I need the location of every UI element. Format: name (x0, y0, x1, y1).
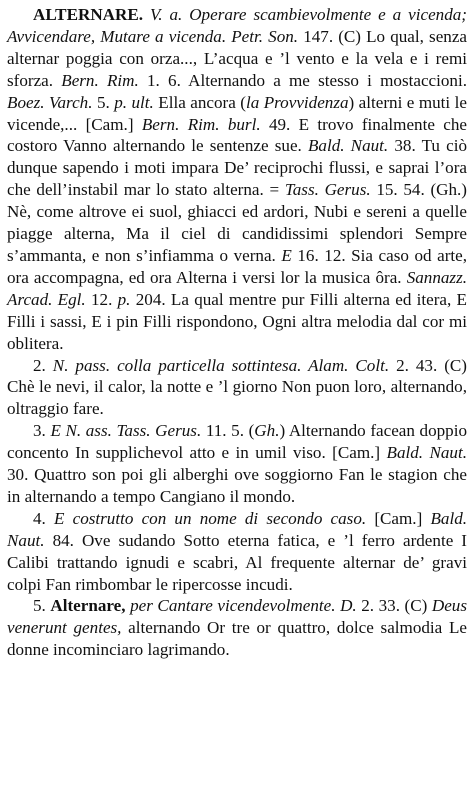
body-text: 84. Ove sudando Sotto eterna fatica, e ’l ferro ardente I Calibi trattando ignudi e scabri, Al frequente alternar de’ gravi colpi Fan rimbombar le ripercosse incudi. (7, 530, 468, 594)
entry-paragraph-sense-2 (7, 355, 467, 421)
entry-paragraph-sense-3 (7, 420, 467, 508)
entry-paragraph-sense-5 (7, 595, 467, 661)
body-text: ) alterni e muti le vicende,... [Cam.] (7, 92, 467, 134)
body-text: 3. (33, 421, 51, 441)
body-text: 5. (96, 92, 115, 112)
body-text: 11. 5. ( (205, 421, 255, 441)
italic-text: Tass. Gerus. (284, 180, 377, 200)
body-text: 204. La qual mentre pur Filli alterna ed itera, E Filli i sassi, E i pin Filli rispondono, Ogni altra melodia dal cor mi oblitera. (7, 289, 468, 353)
italic-text: p. (117, 289, 136, 309)
dictionary-entry-alternare (7, 4, 467, 661)
body-text: 38. Tu ciò dunque sapendo i moti impara De’ reciprochi flussi, e saprai l’ora che dell’instabil mar lo stato alterna. = (7, 136, 467, 200)
headword: ALTERNARE. (33, 5, 150, 24)
italic-text: p. ult. (114, 92, 159, 112)
body-text: 12. (90, 289, 118, 309)
body-text: [Cam.] (374, 508, 431, 528)
italic-text: Bern. Rim. (61, 70, 147, 90)
body-text: 1. 6. Alternando a me stesso i mostaccioni. (146, 70, 467, 90)
body-text: ) Alternando facean doppio concento In supplichevol atto e in umil viso. [Cam.] (7, 421, 468, 463)
italic-text: Bald. Naut. (386, 443, 467, 463)
body-text: 5. (33, 596, 51, 616)
body-text: alternando Or tre or quattro, dolce salmodia Le donne incominciaro lagrimando. (7, 618, 468, 660)
italic-text: Gh. (254, 421, 280, 441)
body-text: 49. E trovo finalmente che costoro Vanno alternando le sentenze sue. (7, 114, 467, 156)
headword: Alternare, (50, 596, 131, 616)
italic-text: Bald. Naut. (7, 508, 468, 550)
body-text: 147. (C) Lo qual, senza alternar poggia con orza..., L’acqua e ’l vento e la vela e i remi sforza. (7, 26, 467, 90)
italic-text: E N. ass. Tass. Gerus. (50, 421, 206, 441)
italic-text: V. a. Operare scambievolmente e a vicenda; Avvicendare, Mutare a vicenda. Petr. Son. (7, 5, 467, 46)
body-text: Ella ancora ( (158, 92, 246, 112)
italic-text: Bern. Rim. burl. (141, 114, 269, 134)
entry-paragraph-main (7, 4, 467, 355)
body-text: 4. (33, 508, 54, 528)
italic-text: E costrutto con un nome di secondo caso. (54, 508, 375, 528)
italic-text: N. pass. colla particella sottintesa. Alam. Colt. (52, 355, 397, 375)
body-text: 16. 12. Sia caso od arte, ora accompagna, ed ora Alterna i versi lor la musica ôra. (7, 245, 467, 287)
italic-text: la Provvidenza (245, 92, 349, 112)
body-text: 2. 33. (C) (361, 596, 432, 616)
italic-text: E (281, 245, 298, 265)
entry-paragraph-sense-4 (7, 508, 467, 596)
body-text: 30. Quattro son poi gli alberghi ove soggiorno Fan le stagion che in alternando a tempo Cangiano il mondo. (7, 465, 467, 506)
italic-text: Bald. Naut. (307, 136, 395, 156)
italic-text: Deus venerunt gentes, (7, 596, 467, 638)
italic-text: Boez. Varch. (7, 92, 97, 112)
italic-text: per Cantare vicendevolmente. D. (130, 596, 362, 616)
body-text: 2. (33, 355, 53, 375)
body-text: 2. 43. (C) Chè le nevi, il calor, la notte e ’l giorno Non puon loro, alternando, oltraggio fare. (7, 355, 467, 419)
body-text: 15. 54. (Gh.) Nè, come altrove ei suol, ghiacci ed ardori, Nubi e sereni a quelle piagge alterna, Ma il ciel di candidissimi splendori Sempre s’ammanta, e non s’infiamma o verna. (7, 180, 467, 265)
italic-text: Sannazz. Arcad. Egl. (7, 267, 467, 309)
